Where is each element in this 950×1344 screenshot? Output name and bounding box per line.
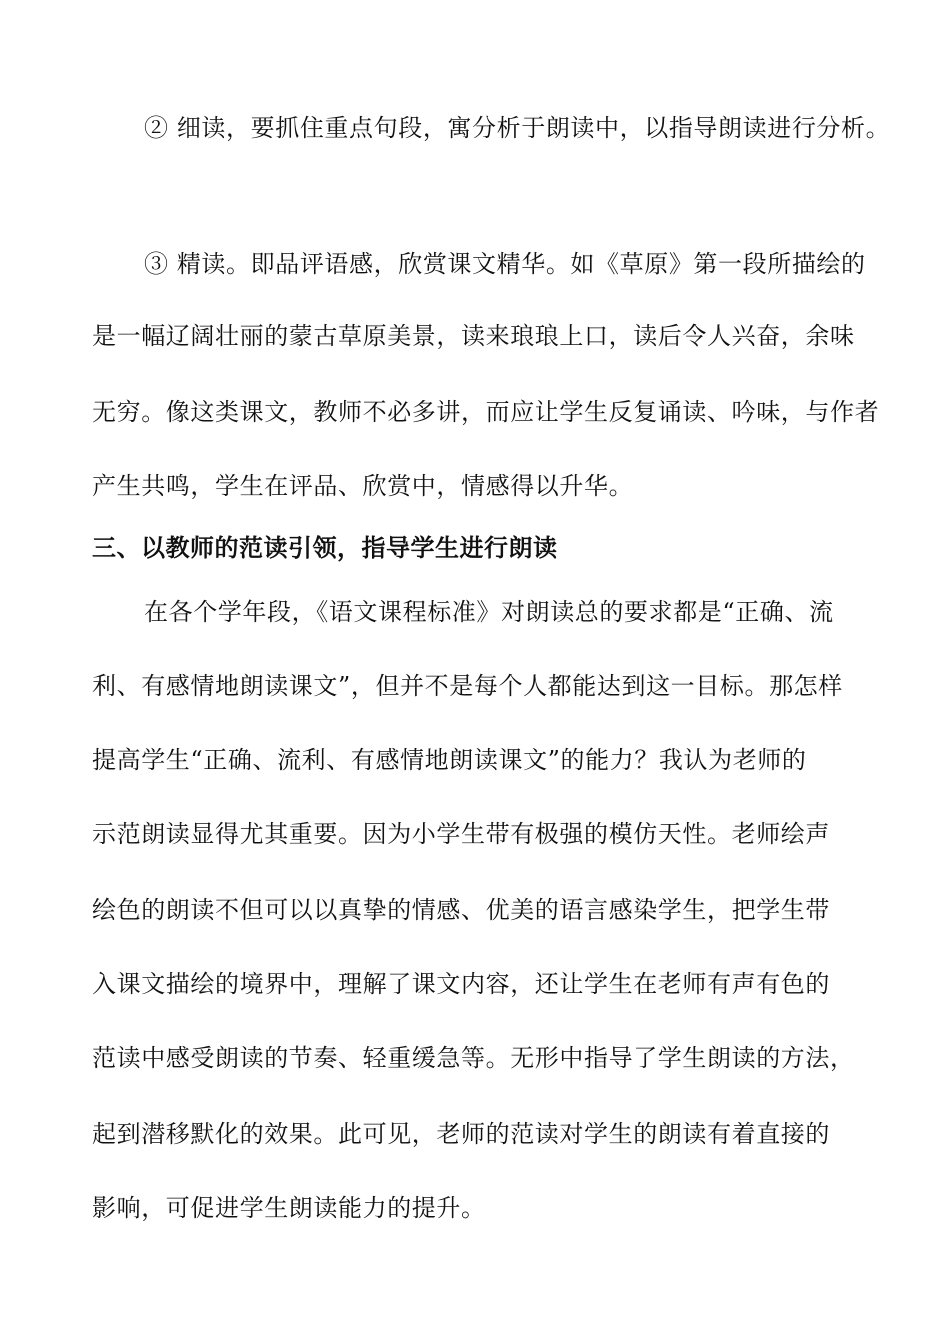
paragraph-line: ③ 精读。即品评语感，欣赏课文精华。如《草原》第一段所描绘的 bbox=[144, 250, 866, 278]
paragraph-line: 产生共鸣，学生在评品、欣赏中，情感得以升华。 bbox=[92, 472, 634, 500]
paragraph-line: 影响，可促进学生朗读能力的提升。 bbox=[92, 1194, 486, 1222]
paragraph-line: 入课文描绘的境界中，理解了课文内容，还让学生在老师有声有色的 bbox=[92, 970, 830, 998]
paragraph-line: 无穷。像这类课文，教师不必多讲，而应让学生反复诵读、吟味，与作者 bbox=[92, 398, 880, 426]
paragraph-line: 示范朗读显得尤其重要。因为小学生带有极强的模仿天性。老师绘声 bbox=[92, 820, 830, 848]
paragraph-line: 利、有感情地朗读课文”，但并不是每个人都能达到这一目标。那怎样 bbox=[92, 672, 843, 700]
paragraph-line: 是一幅辽阔壮丽的蒙古草原美景，读来琅琅上口，读后令人兴奋，余味 bbox=[92, 322, 855, 350]
paragraph-line: 范读中感受朗读的节奏、轻重缓急等。无形中指导了学生朗读的方法， bbox=[92, 1044, 855, 1072]
paragraph-line: 绘色的朗读不但可以以真挚的情感、优美的语言感染学生，把学生带 bbox=[92, 896, 830, 924]
section-heading: 三、以教师的范读引领，指导学生进行朗读 bbox=[92, 534, 558, 562]
paragraph-line: 起到潜移默化的效果。此可见，老师的范读对学生的朗读有着直接的 bbox=[92, 1120, 830, 1148]
paragraph-line: ② 细读，要抓住重点句段，寓分析于朗读中，以指导朗读进行分析。 bbox=[144, 114, 891, 142]
paragraph-line: 提高学生“正确、流利、有感情地朗读课文”的能力？我认为老师的 bbox=[92, 746, 807, 774]
paragraph-line: 在各个学年段，《语文课程标准》对朗读总的要求都是“正确、流 bbox=[144, 598, 834, 626]
